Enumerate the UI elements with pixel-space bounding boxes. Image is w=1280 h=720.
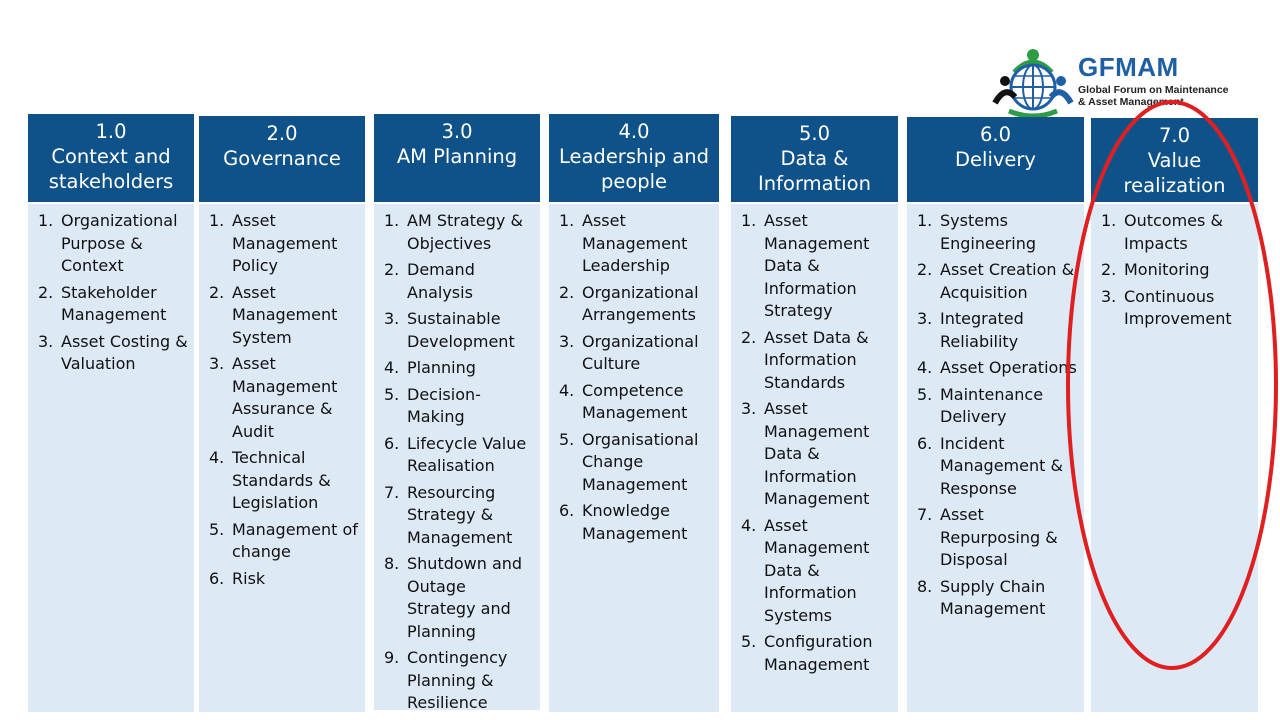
column-number: 6.0	[979, 123, 1011, 146]
list-item-label: Asset Management Data & Information Systems	[764, 515, 870, 625]
column-title-line: Leadership and	[558, 145, 710, 168]
list-item-label: Incident Management & Response	[940, 433, 1063, 498]
list-item-number: 1.	[741, 211, 757, 230]
list-item	[36, 210, 188, 278]
list-item-label: Contingency Planning & Resilience	[407, 648, 508, 712]
list-item	[739, 515, 892, 628]
column-title-line: Delivery	[955, 148, 1036, 171]
logo-subtitle	[1078, 85, 1229, 108]
list-item-number: 6.	[384, 433, 400, 453]
list-item	[915, 576, 1078, 621]
list-item-label: Decision-Making	[407, 384, 481, 426]
list-item	[36, 282, 188, 327]
list-item-number: 1.	[209, 211, 225, 230]
column-title-line: stakeholders	[48, 170, 174, 193]
list-item-number: 5.	[917, 384, 933, 404]
column-title-line: Information	[758, 172, 871, 195]
list-item-label: Organizational Purpose & Context	[61, 211, 178, 275]
list-item-number: 4.	[559, 380, 575, 400]
list-item-number: 9.	[384, 648, 400, 667]
topic-list	[36, 210, 188, 376]
list-item-label: Asset Operations	[940, 358, 1077, 377]
column-body	[1091, 204, 1258, 712]
list-item-number: 5.	[384, 384, 400, 404]
column-body	[907, 204, 1084, 712]
column-number: 4.0	[618, 120, 650, 143]
column-number: 7.0	[1158, 124, 1190, 147]
list-item	[382, 482, 534, 550]
list-item	[382, 384, 534, 429]
list-item	[382, 259, 534, 304]
column-title-line: Data &	[780, 147, 849, 170]
list-item-label: Configuration Management	[764, 632, 873, 674]
column-header	[374, 114, 540, 202]
list-item-label: Technical Standards & Legislation	[232, 448, 331, 512]
column-7-0	[1091, 118, 1258, 328]
column-title-line: AM Planning	[396, 145, 518, 168]
column-body	[28, 204, 194, 712]
list-item-number: 5.	[559, 429, 575, 449]
list-item	[557, 210, 713, 278]
column-1-0	[28, 114, 194, 373]
column-header	[199, 116, 365, 202]
list-item-label: AM Strategy & Objectives	[407, 211, 523, 253]
list-item-label: Asset Repurposing & Disposal	[940, 505, 1058, 569]
list-item-number: 3.	[209, 354, 225, 373]
list-item-number: 2.	[1101, 260, 1117, 279]
column-header	[907, 117, 1084, 202]
list-item-number: 6.	[209, 568, 225, 588]
list-item-label: Lifecycle Value Realisation	[407, 433, 527, 475]
list-item-label: Asset Costing & Valuation	[61, 331, 188, 373]
list-item	[915, 210, 1078, 255]
list-item	[557, 429, 713, 497]
topic-list	[382, 210, 534, 715]
list-item-number: 2.	[38, 282, 54, 302]
list-item-label: Asset Management Data & Information Management	[764, 399, 870, 508]
list-item-number: 7.	[384, 482, 400, 502]
column-body	[731, 204, 898, 712]
list-item	[207, 210, 359, 278]
list-item-number: 1.	[1101, 211, 1117, 230]
column-3-0	[374, 114, 540, 712]
list-item-number: 4.	[741, 515, 757, 535]
column-body	[374, 204, 540, 710]
column-title-line: Governance	[223, 147, 341, 170]
column-title-line: Value	[1147, 149, 1202, 172]
list-item-label: Outcomes & Impacts	[1124, 211, 1223, 253]
column-header	[549, 114, 719, 202]
list-item-number: 7.	[917, 505, 933, 524]
list-item-number: 4.	[384, 358, 400, 377]
list-item	[382, 210, 534, 255]
logo-subtitle-line2: & Asset Management	[1078, 95, 1184, 108]
list-item	[207, 447, 359, 515]
list-item-label: Supply Chain Management	[940, 576, 1046, 618]
column-title-line: realization	[1123, 174, 1226, 197]
topic-list	[915, 210, 1078, 621]
list-item-number: 8.	[384, 554, 400, 573]
column-title-line: Context and	[51, 145, 171, 168]
list-item-label: Resourcing Strategy & Management	[407, 482, 513, 547]
list-item	[915, 259, 1078, 304]
list-item-label: Asset Creation & Acquisition	[940, 260, 1075, 302]
list-item	[915, 357, 1078, 380]
list-item-label: Asset Management System	[232, 282, 338, 347]
list-item-number: 3.	[559, 331, 575, 351]
list-item	[1099, 210, 1252, 255]
list-item-number: 4.	[209, 448, 225, 467]
list-item	[382, 308, 534, 353]
column-title-line: people	[600, 170, 668, 193]
globe-people-icon	[985, 45, 1075, 117]
topic-list	[557, 210, 713, 545]
column-2-0	[199, 116, 365, 588]
column-number: 5.0	[798, 122, 830, 145]
list-item-label: Competence Management	[582, 380, 688, 422]
list-item	[557, 282, 713, 327]
list-item-number: 2.	[559, 282, 575, 302]
list-item-number: 2.	[741, 327, 757, 347]
list-item-label: Demand Analysis	[407, 260, 475, 302]
list-item-number: 1.	[38, 211, 54, 230]
list-item-number: 5.	[209, 519, 225, 539]
topic-list	[739, 210, 892, 676]
column-number: 3.0	[441, 120, 473, 143]
list-item-number: 1.	[917, 211, 933, 230]
column-number: 1.0	[95, 120, 127, 143]
list-item-number: 1.	[384, 211, 400, 230]
column-body	[549, 204, 719, 712]
logo-title: GFMAM	[1078, 52, 1179, 82]
list-item-number: 8.	[917, 576, 933, 596]
list-item	[382, 553, 534, 643]
list-item-label: Sustainable Development	[407, 309, 515, 351]
list-item	[739, 398, 892, 511]
gfmam-logo	[985, 45, 1245, 117]
column-4-0	[549, 114, 719, 543]
list-item-number: 5.	[741, 632, 757, 651]
list-item	[915, 504, 1078, 572]
list-item-label: Planning	[407, 358, 476, 377]
topic-list	[1099, 210, 1252, 331]
list-item-number: 3.	[1101, 286, 1117, 306]
list-item-label: Integrated Reliability	[940, 309, 1024, 351]
list-item-number: 6.	[559, 501, 575, 520]
list-item-number: 4.	[917, 358, 933, 377]
list-item	[207, 282, 359, 350]
list-item-label: Asset Management Data & Information Strategy	[764, 211, 870, 320]
list-item	[739, 210, 892, 323]
list-item	[557, 331, 713, 376]
column-number: 2.0	[266, 122, 298, 145]
list-item-number: 2.	[384, 260, 400, 279]
column-header	[1091, 118, 1258, 202]
list-item	[1099, 259, 1252, 282]
list-item-label: Organizational Culture	[582, 331, 699, 373]
list-item	[382, 357, 534, 380]
list-item-label: Management of change	[232, 519, 358, 561]
list-item	[382, 647, 534, 715]
list-item	[207, 353, 359, 443]
list-item-number: 3.	[384, 309, 400, 328]
logo-subtitle-line1: Global Forum on Maintenance	[1078, 84, 1229, 96]
list-item-label: Knowledge Management	[582, 501, 688, 543]
list-item-label: Continuous Improvement	[1124, 286, 1232, 328]
list-item-label: Asset Management Leadership	[582, 211, 688, 275]
list-item-number: 2.	[209, 282, 225, 302]
column-6-0	[907, 117, 1084, 618]
list-item-label: Asset Management Assurance & Audit	[232, 354, 338, 441]
column-header	[731, 116, 898, 202]
list-item-number: 6.	[917, 433, 933, 453]
column-body	[199, 204, 365, 712]
list-item	[382, 433, 534, 478]
list-item-label: Systems Engineering	[940, 211, 1036, 253]
list-item	[915, 384, 1078, 429]
list-item	[207, 519, 359, 564]
list-item	[207, 568, 359, 591]
list-item	[557, 380, 713, 425]
list-item	[36, 331, 188, 376]
list-item	[915, 433, 1078, 501]
list-item-number: 1.	[559, 211, 575, 230]
list-item-number: 3.	[741, 399, 757, 418]
list-item	[915, 308, 1078, 353]
list-item	[557, 500, 713, 545]
list-item-label: Organisational Change Management	[582, 429, 699, 494]
list-item-number: 3.	[917, 309, 933, 328]
list-item-label: Monitoring	[1124, 260, 1210, 279]
list-item-label: Maintenance Delivery	[940, 384, 1044, 426]
list-item-number: 3.	[38, 331, 54, 351]
list-item-number: 2.	[917, 260, 933, 279]
list-item-label: Asset Management Policy	[232, 211, 338, 275]
list-item-label: Shutdown and Outage Strategy and Planning	[407, 554, 523, 641]
column-5-0	[731, 116, 898, 674]
list-item	[739, 631, 892, 676]
list-item	[1099, 286, 1252, 331]
topic-list	[207, 210, 359, 590]
list-item-label: Asset Data & Information Standards	[764, 327, 869, 392]
list-item-label: Risk	[232, 568, 266, 588]
list-item-label: Stakeholder Management	[61, 282, 167, 324]
list-item-label: Organizational Arrangements	[582, 282, 699, 324]
list-item	[739, 327, 892, 395]
column-header	[28, 114, 194, 202]
